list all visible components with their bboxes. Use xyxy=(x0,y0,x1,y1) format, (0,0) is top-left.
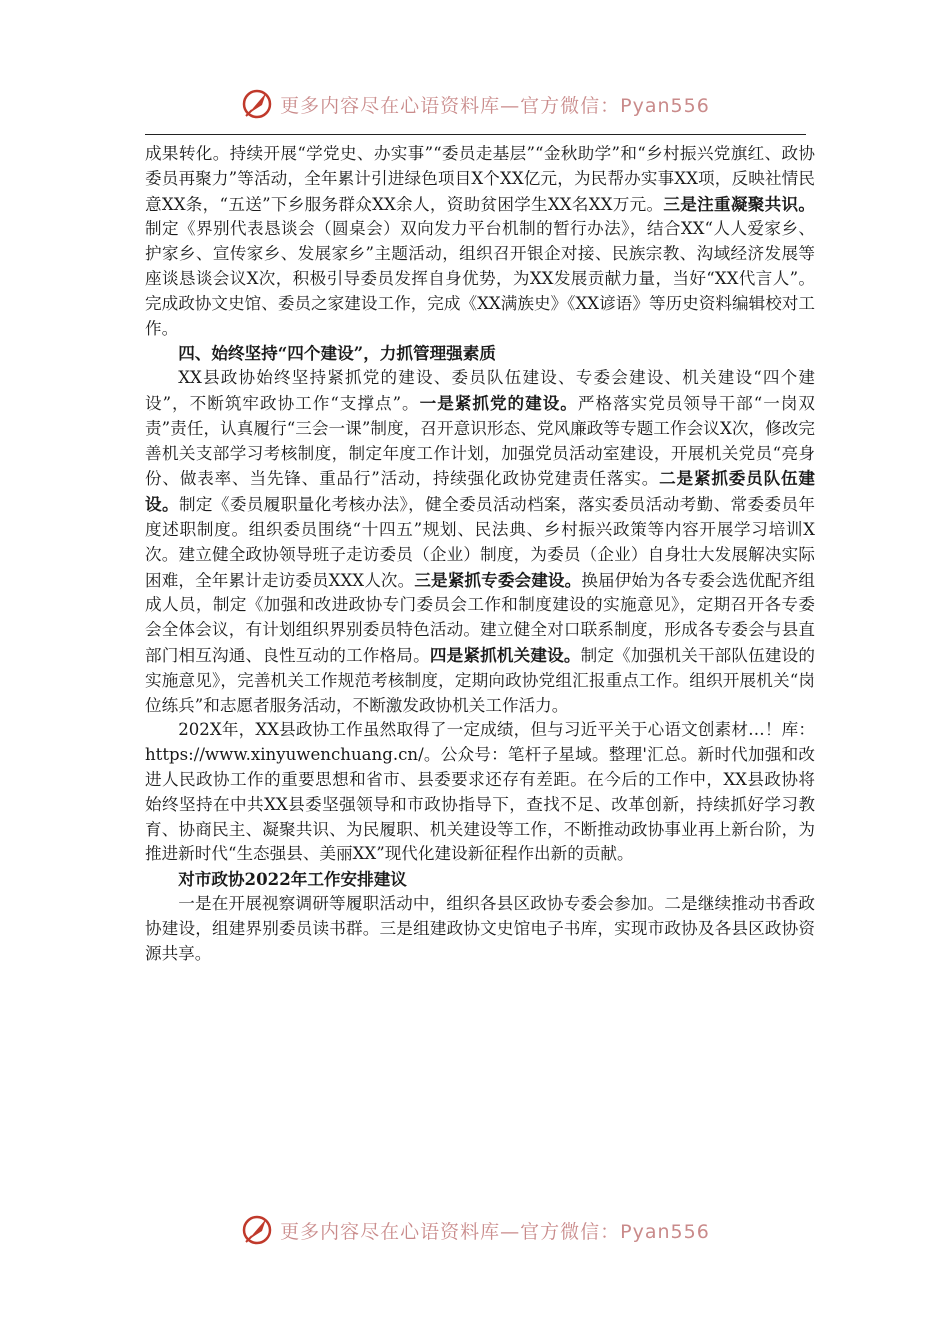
footer-banner xyxy=(0,1210,950,1250)
document-body xyxy=(145,142,815,966)
header-banner xyxy=(0,84,950,124)
header-rule xyxy=(145,134,806,135)
paragraph: XX县政协始终坚持紧抓党的建设、委员队伍建设、专委会建设、机关建设“四个建设”，不断筑牢政协工作“支撑点”。一是紧抓党的建设。严格落实党员领导干部“一岗双责”责任，认真履行“三会一课”制度，召开意识形态、党风廉政等专题工作会议X次，修改完善机关支部学习考核制度，制定年度工作计划，加强党员活动室建设，开展机关党员“亮身份、做表率、当先锋、重品行”活动，持续强化政协党建责任落实。二是紧抓委员队伍建设。制定《委员履职量化考核办法》，健全委员活动档案，落实委员活动考勤、常委委员年度述职制度。组织委员围绕“十四五”规划、民法典、乡村振兴政策等内容开展学习培训X次。建立健全政协领导班子走访委员（企业）制度，为委员（企业）自身壮大发展解决实际困难，全年累计走访委员XXX人次。三是紧抓专委会建设。换届伊始为各专委会选优配齐组成人员，制定《加强和改进政协专门委员会工作和制度建设的实施意见》，定期召开各专委会全体会议，有计划组织界别委员特色活动。建立健全对口联系制度，形成各专委会与县直部门相互沟通、良性互动的工作格局。四是紧抓机关建设。制定《加强机关干部队伍建设的实施意见》，完善机关工作规范考核制度，定期向政协党组汇报重点工作。组织开展机关“岗位练兵”和志愿者服务活动，不断激发政协机关工作活力。 xyxy=(145,368,816,715)
paragraph: 成果转化。持续开展“学党史、办实事”“委员走基层”“金秋助学”和“乡村振兴党旗红、政协委员再聚力”等活动，全年累计引进绿色项目X个XX亿元，为民帮办实事XX项，反映社情民意XX条，“五送”下乡服务群众XX余人，资助贫困学生XX名XX万元。三是注重凝聚共识。制定《界别代表恳谈会（圆桌会）双向发力平台机制的暂行办法》，结合XX“人人爱家乡、护家乡、宣传家乡、发展家乡”主题活动，组织召开银企对接、民族宗教、沟域经济发展等座谈恳谈会议X次，积极引导委员发挥自身优势，为XX发展贡献力量，当好“XX代言人”。完成政协文史馆、委员之家建设工作，完成《XX满族史》《XX谚语》等历史资料编辑校对工作。 xyxy=(145,144,816,338)
section-heading: 对市政协2022年工作安排建议 xyxy=(178,869,407,890)
banner-text: 更多内容尽在心语资料库—官方微信：Pyan556 xyxy=(280,1220,710,1243)
banner-text: 更多内容尽在心语资料库—官方微信：Pyan556 xyxy=(280,94,710,117)
quill-logo-icon xyxy=(240,87,274,121)
paragraph: 一是在开展视察调研等履职活动中，组织各县区政协专委会参加。二是继续推动书香政协建设，组建界别委员读书群。三是组建政协文史馆电子书库，实现市政协及各县区政协资源共享。 xyxy=(145,893,815,963)
section-heading: 四、始终坚持“四个建设”，力抓管理强素质 xyxy=(178,343,496,364)
quill-logo-icon xyxy=(240,1213,274,1247)
paragraph: 202X年，XX县政协工作虽然取得了一定成绩，但与习近平关于心语文创素材…！库：https://www.xinyuwenchuang.cn/。公众号：笔杆子星域。整理'汇总。新时代加强和改进人民政协工作的重要思想和省市、县委要求还存有差距。在今后的工作中，XX县政协将始终坚持在中共XX县委坚强领导和市政协指导下，查找不足、改革创新，持续抓好学习教育、协商民主、凝聚共识、为民履职、机关建设等工作，不断推动政协事业再上新台阶，为推进新时代“生态强县、美丽XX”现代化建设新征程作出新的贡献。 xyxy=(145,720,815,864)
